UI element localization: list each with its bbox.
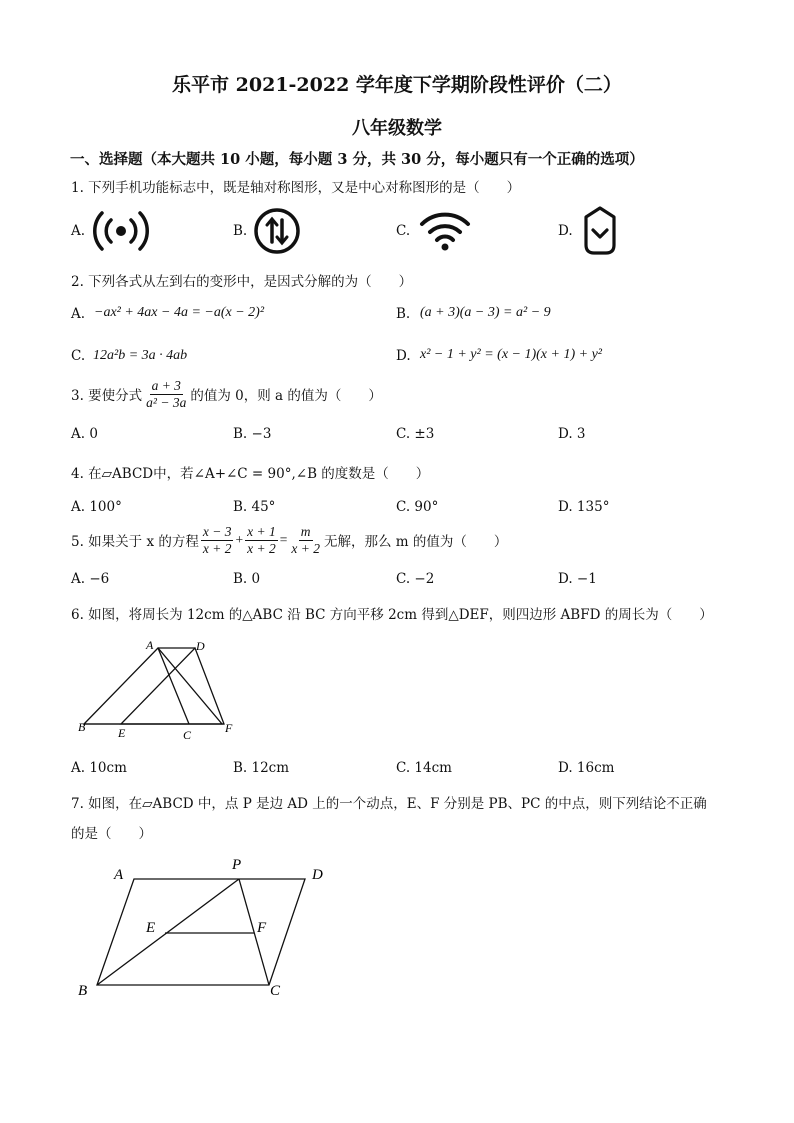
q6-figure	[74, 636, 244, 748]
q5-fraction-2-numerator: x + 1	[247, 524, 276, 539]
question-1-stem: 1. 下列手机功能标志中，既是轴对称图形，又是中心对称图形的是（ ）	[71, 180, 521, 196]
q2-option-c-label: C.	[71, 348, 86, 364]
q7-label-a: A	[114, 867, 124, 883]
q5-option-b: B. 0	[233, 571, 261, 587]
page-subtitle: 八年级数学	[352, 118, 442, 139]
q7-label-f: F	[257, 920, 267, 936]
q5-fraction-3	[289, 524, 322, 556]
q3-fraction-denominator: a² − 3a	[146, 394, 187, 410]
q5-fraction-3-denominator: x + 2	[291, 540, 320, 556]
question-5-stem: 5. 如果关于 x 的方程 $\frac{x - 3}{x + 2}$ + $\frac{x + 1}{x + 2}$ = $\frac{m}{x + 2}$ 无解，那么 m 的值为（ ）	[71, 524, 508, 556]
q5-stem-pre: 5. 如果关于 x 的方程	[71, 534, 199, 551]
q6-option-d: D. 16cm	[558, 760, 615, 776]
q6-option-b: B. 12cm	[233, 760, 290, 776]
q6-option-c: C. 14cm	[396, 760, 452, 776]
question-6-stem: 6. 如图，将周长为 12cm 的△ABC 沿 BC 方向平移 2cm 得到△DEF，则四边形 ABFD 的周长为（ ）	[71, 607, 713, 623]
page-title: 乐平市 2021-2022 学年度下学期阶段性评价（二）	[172, 74, 622, 96]
q6-triangle-abc	[84, 648, 222, 724]
q2-option-a: −ax² + 4ax − 4a = −a(x − 2)²	[94, 305, 265, 320]
q1-option-b-label: B.	[233, 223, 248, 239]
q5-fraction-1-denominator: x + 2	[202, 540, 232, 556]
q6-label-c: C	[183, 728, 192, 742]
q6-option-a: A. 10cm	[71, 760, 127, 776]
q3-stem-post: 的值为 0，则 a 的值为（ ）	[190, 388, 382, 405]
q6-label-a: A	[146, 638, 154, 652]
q7-label-d: D	[312, 867, 323, 883]
q5-option-c: C. −2	[396, 571, 435, 587]
question-3-stem	[71, 378, 382, 410]
q3-option-d: D. 3	[558, 426, 586, 442]
q2-option-d-label: D.	[396, 348, 411, 364]
wifi-icon	[418, 210, 472, 256]
q4-option-b: B. 45°	[233, 499, 276, 515]
q4-option-a: A. 100°	[71, 499, 122, 515]
q5-fraction-1	[201, 524, 234, 556]
q2-option-c: 12a²b = 3a · 4ab	[93, 348, 188, 363]
q5-fraction-3-numerator: m	[300, 524, 311, 539]
q6-label-f: F	[225, 721, 233, 735]
q1-option-d-label: D.	[558, 223, 573, 239]
q5-fraction-2	[245, 524, 278, 556]
q7-label-p: P	[232, 857, 242, 873]
q5-stem-post: 无解，那么 m 的值为（ ）	[323, 534, 508, 551]
q3-option-a: A. 0	[71, 426, 98, 442]
q5-fraction-1-numerator: x − 3	[202, 524, 232, 539]
q4-option-c: C. 90°	[396, 499, 439, 515]
q6-label-d: D	[196, 639, 205, 653]
q7-label-b: B	[78, 983, 88, 999]
question-2-stem: 2. 下列各式从左到右的变形中，是因式分解的为（ ）	[71, 274, 413, 290]
q1-option-a-label: A.	[71, 223, 86, 239]
q5-fraction-2-denominator: x + 2	[247, 540, 276, 556]
q3-fraction-numerator: a + 3	[151, 378, 181, 393]
q7-label-e: E	[146, 920, 156, 936]
q7-label-c: C	[270, 983, 281, 999]
question-7-line-2: 的是（ ）	[71, 826, 152, 842]
q3-fraction	[144, 378, 188, 410]
question-7-line-1: 7. 如图，在▱ABCD 中，点 P 是边 AD 上的一个动点，E、F 分别是 PB、PC 的中点，则下列结论不正确	[71, 796, 707, 812]
q5-option-a: A. −6	[71, 571, 110, 587]
q3-stem-pre: 3. 要使分式	[71, 388, 143, 405]
q6-label-b: B	[78, 720, 86, 734]
q2-option-b: (a + 3)(a − 3) = a² − 9	[420, 305, 551, 320]
q6-triangle-def	[121, 648, 224, 724]
section-header: 一、选择题（本大题共 10 小题，每小题 3 分，共 30 分，每小题只有一个正确的选项）	[70, 151, 644, 168]
q4-option-d: D. 135°	[558, 499, 610, 515]
q2-option-b-label: B.	[396, 306, 411, 322]
q7-parallelogram	[97, 879, 305, 985]
q2-option-d: x² − 1 + y² = (x − 1)(x + 1) + y²	[420, 347, 602, 362]
q7-figure	[74, 852, 344, 1006]
question-4-stem: 4. 在▱ABCD中，若∠A+∠C = 90°,∠B 的度数是（ ）	[71, 466, 430, 482]
q6-label-e: E	[118, 726, 126, 740]
q5-option-d: D. −1	[558, 571, 597, 587]
transfer-arrows-icon	[252, 207, 302, 259]
chevron-shield-icon	[582, 205, 618, 261]
q2-option-a-label: A.	[71, 306, 86, 322]
q1-option-c-label: C.	[396, 223, 411, 239]
q3-option-b: B. −3	[233, 426, 272, 442]
q3-option-c: C. ±3	[396, 426, 435, 442]
broadcast-icon	[93, 208, 149, 258]
